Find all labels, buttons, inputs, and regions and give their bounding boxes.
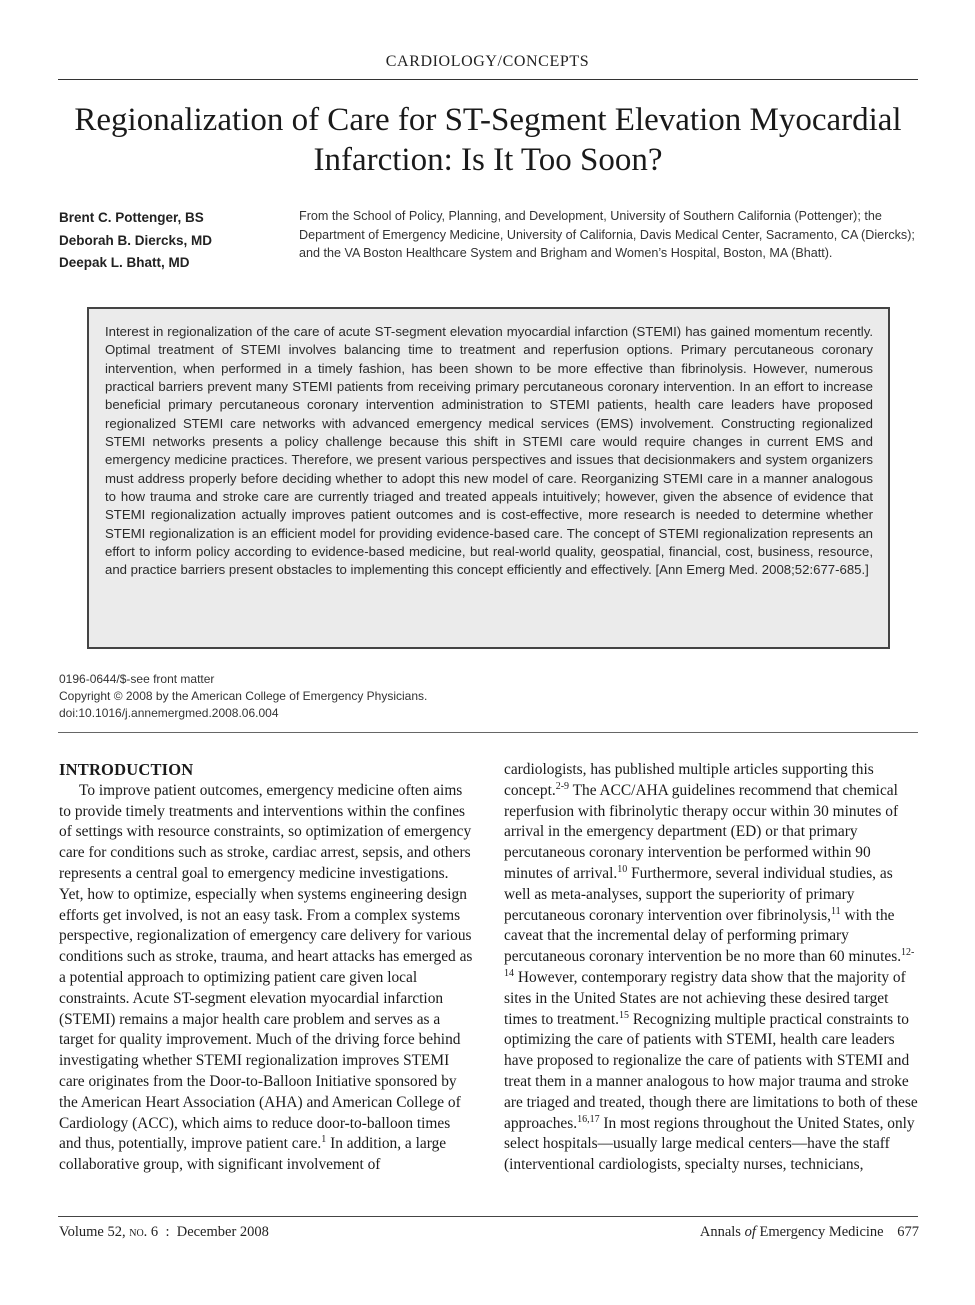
copyright-line: Copyright © 2008 by the American College of Emergency Physicians. [59, 689, 428, 703]
paragraph-text: with the caveat that the incremental delay of performing primary percutaneous coronary intervention be no more than 60 minutes. [504, 906, 902, 966]
article-title [58, 100, 918, 180]
body-column-left [59, 760, 473, 1176]
section-label: CARDIOLOGY/CONCEPTS [385, 53, 590, 70]
reference-marker[interactable]: 10 [617, 863, 628, 875]
reference-marker[interactable]: 2-9 [555, 780, 570, 792]
author-name: Brent C. Pottenger, BS [59, 210, 204, 225]
title-line-1: Regionalization of Care for ST-Segment Elevation Myocardial [74, 102, 902, 138]
paragraph-text: cardiologists, has published multiple articles supporting this concept. [504, 761, 874, 799]
section-heading-introduction: INTRODUCTION [59, 760, 194, 779]
abstract-text: Interest in regionalization of the care of acute ST-segment elevation myocardial infarction (STEMI) has gained momentum recently. Optimal treatment of STEMI involves balancing time to treatment and reperfusion options. Primary percutaneous coronary intervention, when performed in a timely fashion, has been shown to be more effective than fibrinolysis. However, numerous practical barriers prevent many STEMI patients from receiving primary percutaneous coronary intervention. In an effort to increase beneficial primary percutaneous coronary intervention administration to STEMI patients, health care leaders have proposed regionalized STEMI care networks with advanced emergency medical services (EMS) involvement. Constructing regionalized STEMI networks presents a policy challenge because this shift in STEMI care would require changes in current EMS and emergency medicine practices. Therefore, we present various perspectives and issues that decisionmakers and system organizers must address properly before deciding whether to adopt this new model of care. Reorganizing STEMI care in a manner analogous to how trauma and stroke care are currently triaged and treated appeals intuitively; however, given the absence of evidence that STEMI regionalization actually improves patient outcomes and is cost-effective, more research is needed to determine whether STEMI regionalization is an efficient model for providing evidence-based care. The concept of STEMI regionalization represents an effort to inform policy according to evidence-based medicine, but real-world quality, geospatial, financial, cost, business, resource, and practice barriers present obstacles to implementing this concept efficiently and effectively. [Ann Emerg Med. 2008;52:677-685.] [105, 324, 873, 578]
continued-paragraph [504, 760, 918, 1176]
title-line-2: Infarction: Is It Too Soon? [313, 142, 663, 178]
journal-name-part: Emergency Medicine [759, 1224, 884, 1240]
author-name: Deepak L. Bhatt, MD [59, 255, 190, 270]
issue-number: no. 6 [129, 1224, 159, 1240]
issn-line: 0196-0644/$-see front matter [59, 672, 215, 686]
paragraph-text: Recognizing multiple practical constraints to optimizing the care of patients with STEMI, health care leaders have proposed to regionalize the care of patients with STEMI and treat them in a manner analogous to how major trauma and stroke are triaged and treated, though there are limitations to both of these approaches. [504, 1010, 918, 1132]
reference-marker[interactable]: 16,17 [577, 1113, 600, 1125]
reference-marker[interactable]: 12-14 [504, 947, 915, 979]
paragraph-text: To improve patient outcomes, emergency medicine often aims to provide timely treatments and interventions within the confines of settings with resource constraints, so optimization of emergency care for conditions such as stroke, cardiac arrest, sepsis, and others represents a central goal to emergency medicine investigations. Yet, how to optimize, especially when systems engineering design efforts get involved, is not an easy task. From a complex systems perspective, regionalization of emergency care delivery for various conditions such as stroke, trauma, and heart attacks has emerged as a potential approach to optimizing patient care given local constraints. Acute ST-segment elevation myocardial infarction (STEMI) remains a major health care problem and serves as a target for quality improvement. Much of the driving force behind investigating whether STEMI regionalization improves STEMI care originates from the Door-to-Balloon Initiative sponsored by the American Heart Association (AHA) and American College of Cardiology (ACC), which aims to reduce door-to-balloon times and thus, potentially, improve patient care. [59, 781, 473, 1153]
intro-paragraph [59, 781, 473, 1176]
author-affiliation: From the School of Policy, Planning, and Development, University of Southern California (Pottenger); the Department of Emergency Medicine, University of California, Davis Medical Center, Sacramento, CA (Diercks); and the VA Boston Healthcare System and Brigham and Women’s Hospital, Boston, MA (Bhatt). [299, 209, 915, 261]
front-matter [59, 671, 659, 722]
footer-separator: : [165, 1224, 170, 1240]
journal-info [700, 1224, 919, 1241]
body-column-right [504, 760, 918, 1176]
doi-line: doi:10.1016/j.annemergmed.2008.06.004 [59, 706, 279, 720]
reference-marker[interactable]: 15 [618, 1009, 629, 1021]
paragraph-text: However, contemporary registry data show that the majority of sites in the United States are not achieving these desired target times to treatment. [504, 968, 906, 1028]
author-list [59, 207, 289, 275]
reference-marker[interactable]: 1 [321, 1134, 327, 1146]
paragraph-text: The ACC/AHA guidelines recommend that chemical reperfusion with fibrinolytic therapy occur within 30 minutes of arrival in the emergency department (ED) or that primary percutaneous coronary intervention be performed within 90 minutes of arrival. [504, 781, 899, 882]
journal-name-part: of [744, 1224, 756, 1240]
abstract-box [87, 307, 890, 649]
header-rule [58, 79, 918, 80]
volume-label: Volume 52, [59, 1224, 126, 1240]
paragraph-text: In most regions throughout the United States, only select hospitals—usually large medical centers—have the staff (interventional cardiologists, specialty nurses, technicians, [504, 1114, 915, 1174]
paragraph-text: In addition, a large collaborative group, with significant involvement of [59, 1135, 447, 1174]
journal-name-part: Annals [699, 1224, 741, 1240]
paragraph-text: Furthermore, several individual studies, as well as meta-analyses, support the superiority of primary percutaneous coronary intervention over fibrinolysis, [504, 864, 893, 924]
footer-rule [58, 1216, 918, 1217]
reference-marker[interactable]: 11 [830, 905, 841, 917]
page-number: 677 [897, 1224, 919, 1240]
section-divider [58, 732, 918, 733]
issue-info [59, 1224, 269, 1241]
issue-date: December 2008 [176, 1224, 269, 1240]
author-name: Deborah B. Diercks, MD [59, 232, 213, 248]
